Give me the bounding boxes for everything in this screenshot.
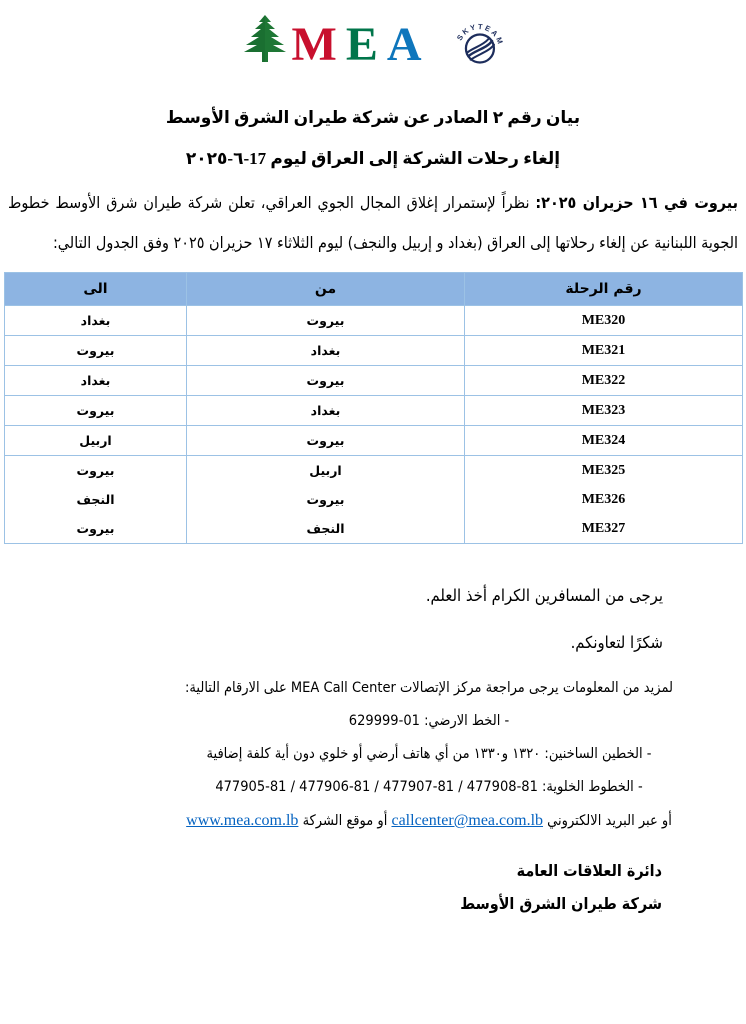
from-cell: اربيل — [187, 456, 465, 486]
statement-title: بيان رقم ٢ الصادر عن شركة طيران الشرق الأوسط — [165, 108, 581, 127]
contact-intro: لمزيد من المعلومات يرجى مراجعة مركز الإتصالات MEA Call Center على الارقام التالية: — [185, 680, 673, 696]
table-header-row — [5, 273, 743, 306]
mea-logo — [0, 0, 746, 71]
note-thanks: شكرًا لتعاونكم. — [570, 633, 663, 652]
flight-number-cell: ME327 — [465, 514, 743, 544]
from-cell: بيروت — [187, 366, 465, 396]
to-cell: بيروت — [5, 396, 187, 426]
contact-info — [112, 672, 746, 838]
column-header-from: من — [187, 273, 465, 306]
table-row — [5, 426, 743, 456]
note-take-notice: يرجى من المسافرين الكرام أخذ العلم. — [425, 586, 663, 605]
column-header-flight-number: رقم الرحلة — [465, 273, 743, 306]
to-cell: اربيل — [5, 426, 187, 456]
from-cell: بيروت — [187, 306, 465, 336]
to-cell: بيروت — [5, 336, 187, 366]
mea-letter-e: E — [345, 18, 387, 71]
table-row — [5, 366, 743, 396]
flight-number-cell: ME325 — [465, 456, 743, 486]
flight-number-cell: ME326 — [465, 485, 743, 514]
to-cell: بيروت — [5, 456, 187, 486]
to-cell: النجف — [5, 485, 187, 514]
mea-wordmark — [291, 18, 431, 71]
skyteam-icon — [451, 12, 507, 70]
from-cell: بغداد — [187, 396, 465, 426]
passenger-notes — [0, 586, 663, 652]
from-cell: النجف — [187, 514, 465, 544]
to-cell: بيروت — [5, 514, 187, 544]
contact-online — [112, 804, 746, 838]
from-cell: بيروت — [187, 426, 465, 456]
signature-company: شركة طيران الشرق الأوسط — [460, 894, 662, 913]
signature-block — [0, 854, 662, 920]
mea-letter-a: A — [386, 18, 431, 71]
table-row — [5, 336, 743, 366]
flight-number-cell: ME321 — [465, 336, 743, 366]
flight-number-cell: ME323 — [465, 396, 743, 426]
table-row — [5, 514, 743, 544]
statement-subtitle: إلغاء رحلات الشركة إلى العراق ليوم 17-٦-٢٠٢٥ — [185, 149, 561, 168]
intro-body: نظراً لإستمرار إغلاق المجال الجوي العراقي، تعلن شركة طيران شرق الأوسط خطوط الجوية اللبنانية عن إلغاء رحلاتها إلى العراق (بغداد و إربيل والنجف) ليوم الثلاثاء ١٧ حزيران ٢٠٢٥ وفق الجدول التالي: — [8, 193, 738, 252]
table-row — [5, 306, 743, 336]
website-link[interactable]: www.mea.com.lb — [186, 812, 299, 829]
table-row — [5, 485, 743, 514]
signature-department: دائرة العلاقات العامة — [516, 861, 662, 880]
cancelled-flights-table — [4, 272, 743, 544]
contact-landline: - الخط الارضي: 01-629999 — [348, 713, 510, 729]
mea-letter-m: M — [291, 18, 346, 71]
skyteam-arc-label: SKYTEAM — [454, 22, 505, 47]
email-prefix-text: أو عبر البريد الالكتروني — [543, 813, 672, 829]
cedar-tree-icon — [240, 14, 290, 68]
flight-number-cell: ME324 — [465, 426, 743, 456]
email-link[interactable]: callcenter@mea.com.lb — [391, 812, 544, 829]
table-row — [5, 396, 743, 426]
to-cell: بغداد — [5, 366, 187, 396]
to-cell: بغداد — [5, 306, 187, 336]
from-cell: بغداد — [187, 336, 465, 366]
intro-paragraph — [8, 183, 738, 263]
flight-number-cell: ME320 — [465, 306, 743, 336]
flight-number-cell: ME322 — [465, 366, 743, 396]
website-prefix-text: أو موقع الشركة — [298, 813, 392, 829]
from-cell: بيروت — [187, 485, 465, 514]
contact-mobile-lines: - الخطوط الخلوية: 81-477908 / 81-477907 / 81-477906 / 81-477905 — [215, 779, 643, 795]
table-row — [5, 456, 743, 486]
column-header-to: الى — [5, 273, 187, 306]
intro-dateline: بيروت في ١٦ حزيران ٢٠٢٥: — [535, 193, 739, 212]
contact-hotlines: - الخطين الساخنين: ١٣٢٠ و١٣٣٠ من أي هاتف أرضي أو خلوي دون أية كلفة إضافية — [206, 746, 652, 762]
